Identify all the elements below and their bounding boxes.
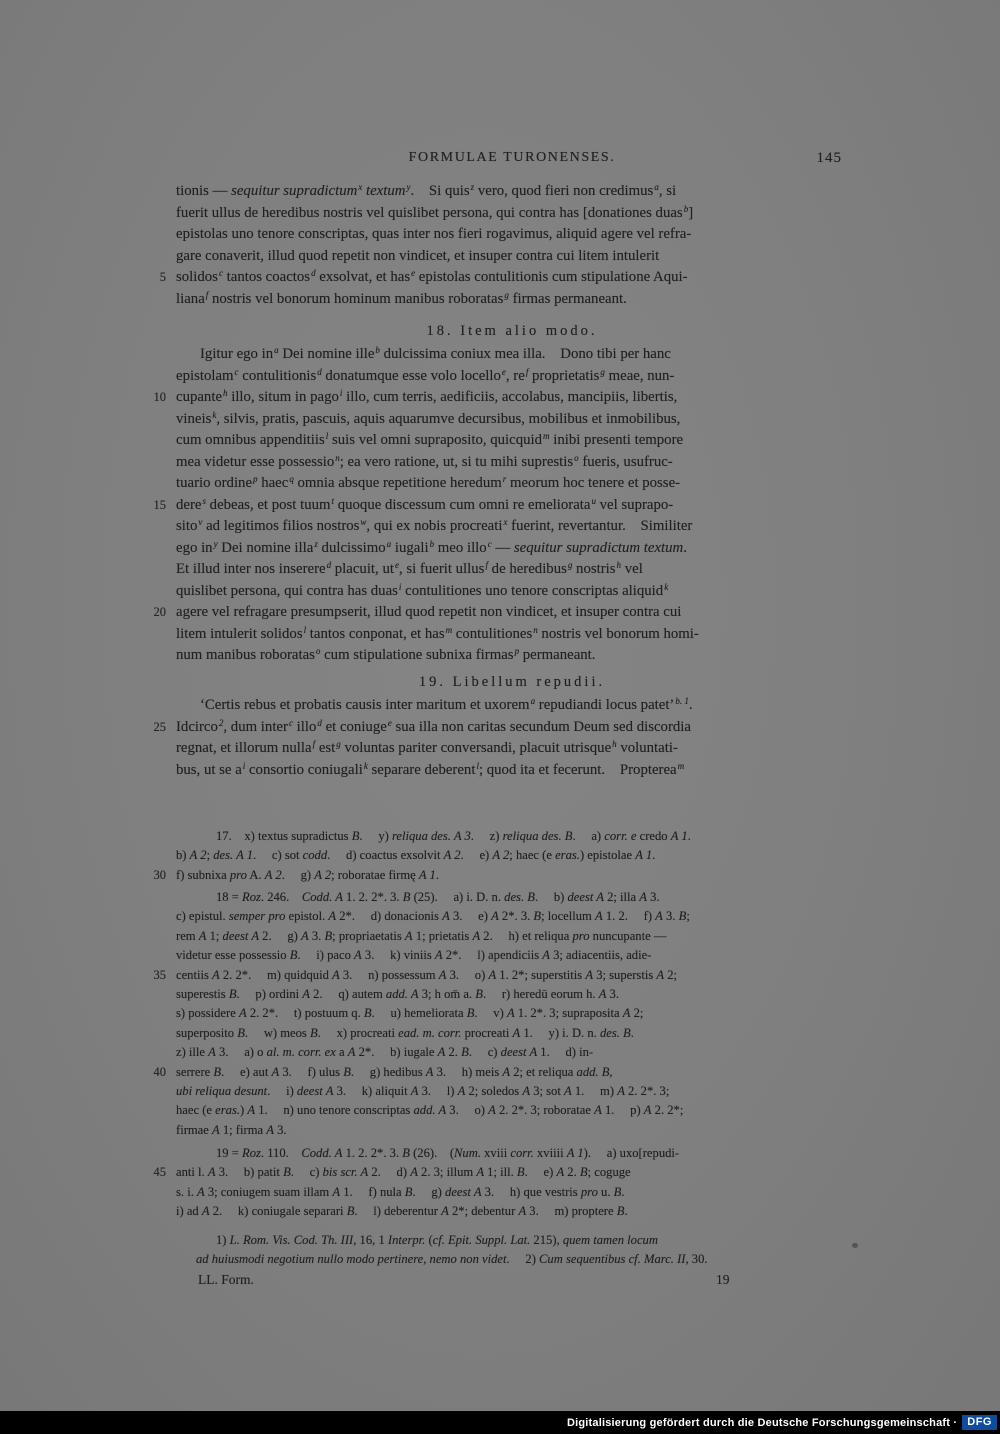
text-line: liana$^f$ nostris vel bonorum hominum manibus roboratas$^g$ firmas permaneant. (176, 289, 627, 307)
section-heading-19: 19. Libellum repudii. (418, 674, 606, 690)
apparatus-entry-17 (153, 827, 848, 885)
paragraph-formula-18 (153, 344, 848, 667)
text-line: c) epistul. semper pro epistol. A 2*. d) donacionis A 3. e) A 2*. 3. B; locellum A 1. 2. f) A 3. B; (176, 909, 690, 924)
footer-signature: LL. Form. (198, 1272, 254, 1287)
digitization-bar (0, 1411, 1000, 1434)
page-footer (176, 1272, 848, 1292)
digitization-credit: Digitalisierung gefördert durch die Deutsche Forschungsgemeinschaft · (566, 1416, 958, 1429)
text-line: Et illud inter nos inserere$^d$ placuit, $ut^e$, si fuerit ullus$^f$ de heredibus$^g$ nostris$^h$ vel (176, 560, 643, 577)
text-line: 1) L. Rom. Vis. Cod. Th. III, 16, 1 Interpr. (cf. Epit. Suppl. Lat. 215), quem tamen locum (216, 1233, 658, 1247)
text-line: vineis$^k$, silvis, pratis, pascuis, aquis aquarumve decursibus, mobilibus et inmobilibus, (176, 409, 681, 427)
margin-line-number: 10 (153, 390, 166, 404)
text-line: num manibus roboratas$^o$ cum stipulatione subnixa firmas$^p$ permaneant. (176, 646, 596, 663)
text-line: cum omnibus appenditiis$^l$ suis vel omni supraposito, quicquid$^m$ inibi presenti tempore (176, 431, 684, 448)
text-line: regnat, et illorum nulla$^f$ est$^g$ voluntas pariter conversandi, placuit utrisque$^h$ voluntati- (176, 739, 678, 756)
text-line: s. i. A 3; coniugem suam illam A 1. f) nula B. g) deest A 3. h) que vestris pro u. B. (176, 1184, 625, 1199)
text-line: quislibet persona, qui contra has duas$^i$ contulitiones uno tenore conscriptas aliquid$^k$ (176, 581, 669, 599)
text-block (153, 0, 848, 1434)
text-line: firmae A 1; firma A 3. (176, 1122, 287, 1137)
text-line: ubi reliqua desunt. i) deest A 3. k) aliquit A 3. l) A 2; soledos A 3; sot A 1. m) A 2. 2*. 3; (176, 1083, 670, 1098)
text-line: Igitur ego $in^a$ Dei nomine ille$^b$ dulcissima coniux mea illa. Dono tibi per hanc (200, 345, 671, 362)
text-line: haec (e eras.) A 1. n) uno tenore conscriptas add. A 3. o) A 2. 2*. 3; roboratae A 1. p) A 2. 2*; (176, 1103, 684, 1118)
text-line: rem A 1; deest A 2. g) A 3. B; propriaetatis A 1; prietatis A 2. h) et reliqua pro nuncupante — (176, 928, 667, 943)
text-line: ego $in^y$ Dei nomine illa$^z$ dulcissimo$^a$ iugali$^b$ meo illo$^c$ — sequitur supradictum textum. (176, 538, 687, 556)
text-line: 17. x) textus supradictus B. y) reliqua des. A 3. z) reliqua des. B. a) corr. e credo A 1. (216, 829, 691, 843)
text-line: mea videtur esse possessio$^n$; ea vero ratione, ut, si tu mihi suprestis$^o$ fueris, usufruc- (176, 452, 673, 470)
text-line: litem intulerit solidos$^l$ tantos conponat, et has$^m$ contulitiones$^n$ nostris vel bonorum homi- (176, 624, 699, 642)
page-number: 145 (816, 150, 842, 166)
margin-line-number: 5 (159, 270, 166, 284)
text-line: 45 anti l. A 3. b) patit B. c) bis scr. A 2. d) A 2. 3; illum A 1; ill. B. e) A 2. B; coguge (176, 1163, 848, 1182)
apparatus-entry-19 (153, 1144, 848, 1222)
text-line: sito$^v$ ad legitimos filios nostros$^w$, qui ex nobis procreati$^x$ fuerint, revertantur. Similiter (176, 517, 693, 534)
text-line: 15 dere$^s$ debeas, et post tuum$^t$ quoque discessum cum omni re emeliorata$^u$ vel suprapo- (176, 495, 848, 517)
text-line: s) possidere A 2. 2*. t) postuum q. B. u) hemeliorata B. v) A 1. 2*. 3; supraposita A 2; (176, 1006, 644, 1021)
text-line: 5 solidos$^c$ tantos coactos$^d$ exsolvat, et has$^e$ epistolas contulitionis cum stipulatione Aqui- (176, 267, 848, 289)
text-line: tionis — sequitur supradictum$^x$ textum$^y$. Si quis$^z$ vero, quod fieri non credimus$^a$, si (176, 182, 677, 199)
running-title: FORMULAE TURONENSES. (408, 150, 616, 165)
scan-speck (852, 1243, 858, 1248)
text-line: z) ille A 3. a) o al. m. corr. ex a A 2*. b) iugale A 2. B. c) deest A 1. d) in- (176, 1045, 594, 1060)
text-line: ad huiusmodi negotium nullo modo pertinere, nemo non videt. 2) Cum sequentibus cf. Marc. II, 30. (196, 1252, 708, 1267)
text-line: tuario ordine$^p$ haec$^q$ omnia absque repetitione heredum$^r$ meorum hoc tenere et posse- (176, 474, 681, 491)
margin-line-number: 30 (153, 867, 166, 882)
text-line: 20 agere vel refragare presumpserit, illud quod repetit non vindicet, et insuper contra cui (176, 602, 848, 624)
text-line: fuerit ullus de heredibus nostris vel quislibet persona, qui contra has [donationes duas$^b$] (176, 203, 694, 221)
dfg-logo: DFG (962, 1415, 997, 1430)
text-line: 30 f) subnixa pro A. A 2. g) A 2; roboratae firmę A 1. (176, 866, 848, 885)
paragraph-continuation (159, 181, 848, 310)
text-line: superposito B. w) meos B. x) procreati ead. m. corr. procreati A 1. y) i. D. n. des. B. (176, 1025, 634, 1040)
margin-line-number: 35 (153, 967, 166, 982)
text-line: superestis B. p) ordini A 2. q) autem add. A 3; h om̄ a. B. r) heredū eorum h. A 3. (176, 986, 619, 1001)
text-line: ‘Certis rebus et probatis causis inter maritum et uxorem$^a$ repudiandi locus patet’$^{b. 1}$. (200, 696, 693, 713)
text-line: videtur esse possessio B. i) paco A 3. k) viniis A 2*. l) apendiciis A 3; adiacentiis, adie- (176, 948, 652, 963)
margin-line-number: 25 (153, 719, 166, 734)
text-line: 19 = Roz. 110. Codd. A 1. 2. 2*. 3. B (26). (Num. xviii corr. xviiii A 1). a) uxo[repudi- (216, 1146, 680, 1160)
text-line: epistolam$^c$ contulitionis$^d$ donatumque esse volo locello$^e$, $re^f$ proprietatis$^g$ meae, nun- (176, 366, 675, 384)
paragraph-formula-19 (153, 695, 848, 781)
text-line: i) ad A 2. k) coniugale separari B. l) deberentur A 2*; debentur A 3. m) proptere B. (176, 1204, 628, 1219)
section-heading-18: 18. Item alio modo. (426, 323, 598, 339)
text-line: b) A 2; des. A 1. c) sot codd. d) coactus exsolvit A 2. e) A 2; haec (e eras.) epistolae A 1. (176, 848, 656, 863)
text-line: bus, ut se $a^i$ consortio coniugali$^k$ separare deberent$^l$; quod ita et fecerunt. Propterea$^m$ (176, 760, 685, 778)
apparatus-entry-18 (153, 888, 848, 1140)
margin-line-number: 40 (153, 1064, 166, 1079)
text-line: epistolas uno tenore conscriptas, quas inter nos fieri rogavimus, aliquid agere vel refra- (176, 226, 692, 242)
margin-line-number: 45 (153, 1165, 166, 1180)
text-line: 18 = Roz. 246. Codd. A 1. 2. 2*. 3. B (25). a) i. D. n. des. B. b) deest A 2; illa A 3. (216, 890, 660, 904)
text-line: 35 centiis A 2. 2*. m) quidquid A 3. n) possessum A 3. o) A 1. 2*; superstitis A 3; superstis A 2; (176, 966, 848, 985)
margin-line-number: 20 (153, 605, 166, 619)
text-line: 40 serrere B. e) aut A 3. f) ulus B. g) hedibus A 3. h) meis A 2; et reliqua add. B, (176, 1063, 848, 1082)
footer-sheet-number: 19 (716, 1272, 730, 1287)
margin-line-number: 15 (153, 497, 166, 512)
text-line: 10 cupante$^h$ illo, situm in pago$^i$ illo, cum terris, aedificiis, accolabus, mancipiis, libertis, (176, 387, 848, 409)
footnotes-block (176, 1231, 848, 1270)
text-line: gare conaverit, illud quod repetit non vindicet, et insuper contra cui litem intulerit (176, 247, 660, 264)
text-line: 25 Idcirco$^2$, dum inter$^c$ illo$^d$ et coniuge$^e$ sua illa non caritas secundum Deum sed discordia (176, 717, 848, 739)
